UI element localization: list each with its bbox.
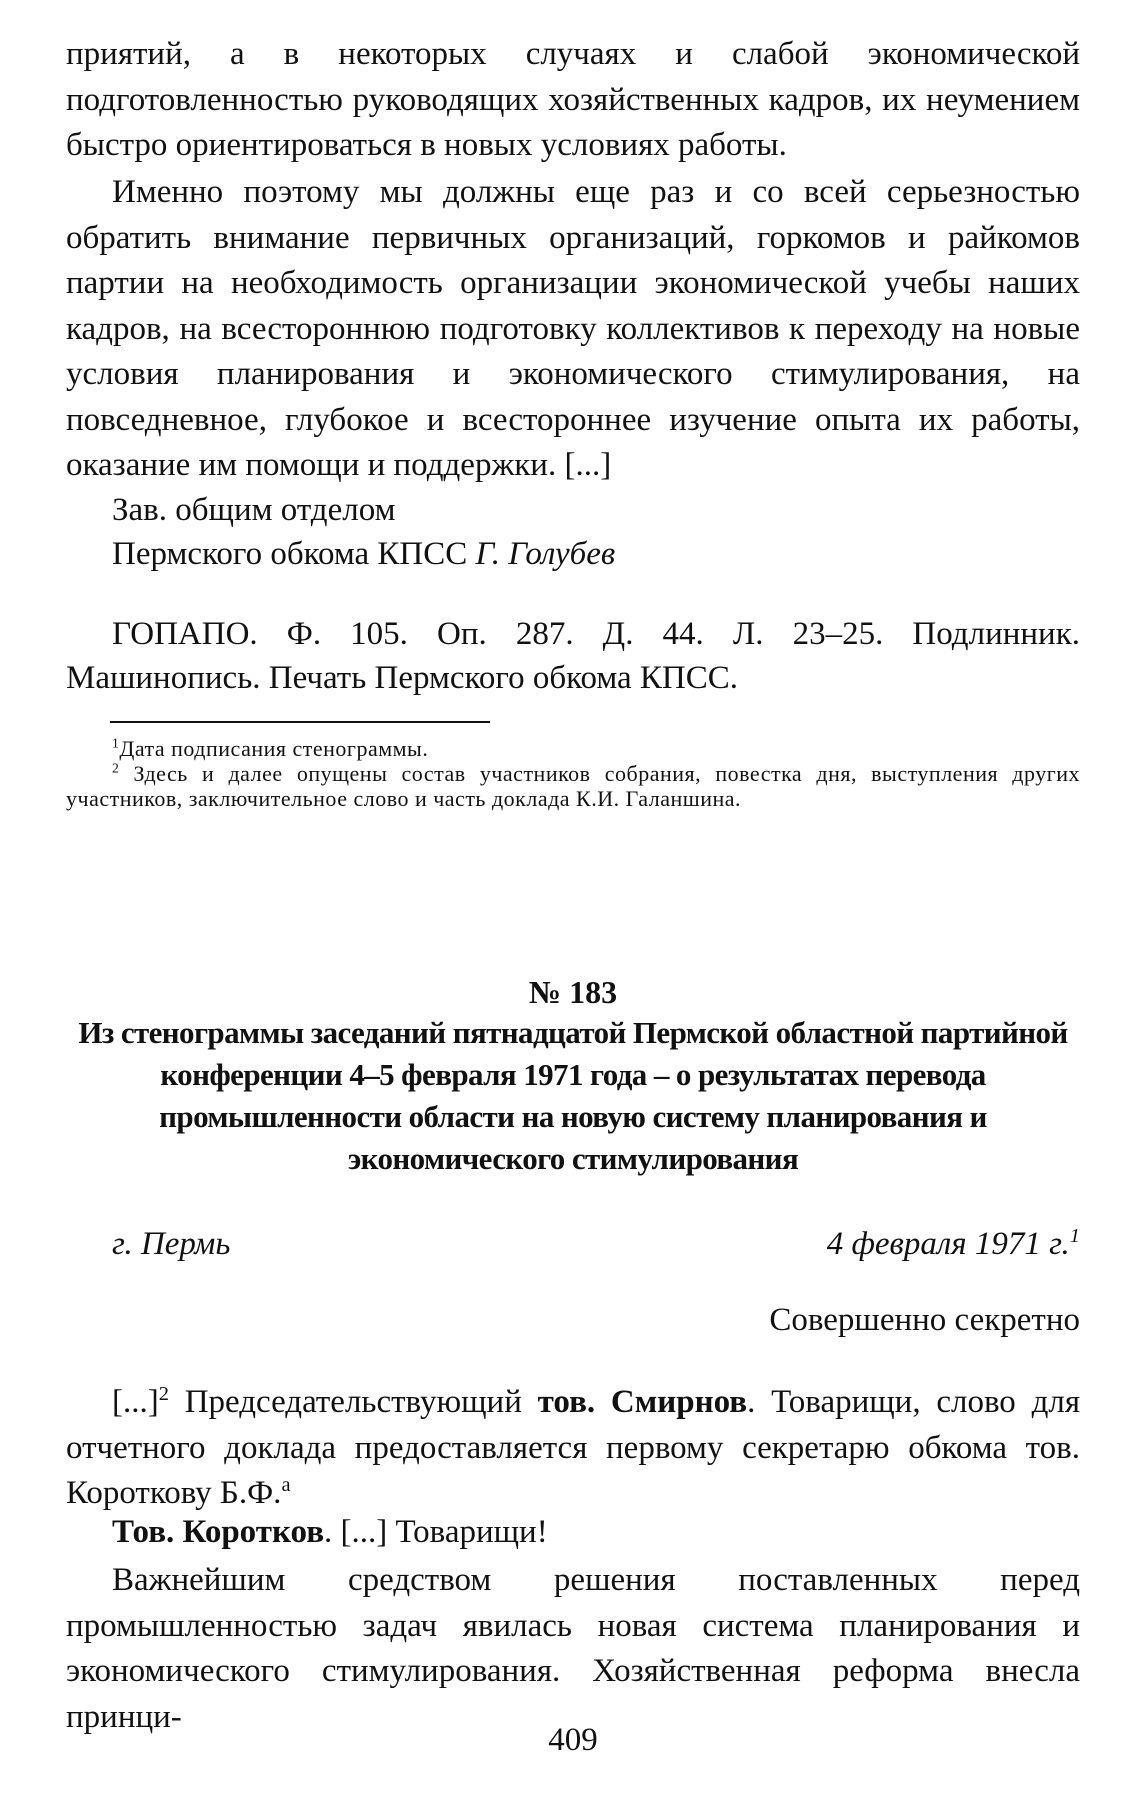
- signature-organization-line: [112, 532, 615, 576]
- page-number: 409: [548, 1722, 598, 1758]
- omission-mark: [...]: [112, 1384, 159, 1420]
- document-place: г. Пермь: [112, 1226, 231, 1262]
- footnote-2: [66, 761, 1080, 811]
- signature-name: Г. Голубев: [475, 536, 616, 572]
- document-date-line: [827, 1222, 1080, 1266]
- paragraph-continuation: приятий, а в некоторых случаях и слабой экономической подготовленностью руководящих хозяйственных кадров, их неумением быстро ориентироваться в новых условиях работы.: [66, 36, 1080, 163]
- document-date: 4 февраля 1971 г.: [826, 1226, 1070, 1262]
- archive-reference: ГОПАПО. Ф. 105. Оп. 287. Д. 44. Л. 23–25. Подлинник. Машинопись. Печать Пермского обкома КПСС.: [66, 616, 1080, 696]
- speech-paragraph-reform: Важнейшим средством решения поставленных перед промышленностью задач явилась новая система планирования и экономического стимулирования. Хозяйственная реформа внесла принци-: [66, 1562, 1080, 1735]
- speech-paragraph-korotkov: Тов. Коротков. [...] Товарищи!: [112, 1514, 548, 1550]
- speech-paragraph-chairman: [...]$^2$ Председательствующий тов. Смирнов. Товарищи, слово для отчетного доклада предоставляется первому секретарю обкома тов. Короткову Б.Ф.$^а$: [66, 1383, 1081, 1511]
- footnote-divider: [110, 721, 490, 723]
- document-number: № 183: [528, 974, 618, 1010]
- footnote-1: [66, 736, 1080, 761]
- document-title: Из стенограммы заседаний пятнадцатой Пермской областной партийной конференции 4–5 февраля 1971 года – о результатах перевода промышленности области на новую систему планирования и экономического стимулирования: [78, 1015, 1068, 1176]
- footnote-2-text: Здесь и далее опущены состав участников собрания, повестка дня, выступления других участников, заключительное слово и часть доклада К.И. Галаншина.: [66, 761, 1081, 811]
- signature-organization: Пермского обкома КПСС: [112, 536, 468, 572]
- document-date-note: 1: [1069, 1225, 1080, 1247]
- speaker-korotkov: Тов. Коротков: [112, 1514, 325, 1550]
- signature-position: Зав. общим отделом: [112, 492, 396, 528]
- speaker-smirnov: тов. Смирнов: [537, 1384, 748, 1420]
- note-mark-a: а: [281, 1474, 291, 1496]
- footnote-2-mark: 2: [112, 760, 120, 776]
- signature-block: [112, 488, 615, 576]
- footnote-1-mark: 1: [112, 735, 120, 751]
- note-mark-2: 2: [158, 1383, 169, 1405]
- footnote-1-text: Дата подписания стенограммы.: [119, 736, 429, 761]
- paragraph-economic-training: Именно поэтому мы должны еще раз и со всей серьезностью обратить внимание первичных организаций, горкомов и райкомов партии на необходимость организации экономической учебы наших кадров, на всестороннюю подготовку коллективов к переходу на новые условия планирования и экономического стимулирования, на повседневное, глубокое и всестороннее изучение опыта их работы, оказание им помощи и поддержки. [...]: [66, 174, 1080, 483]
- footnotes: [66, 736, 1080, 811]
- classification-stamp: Совершенно секретно: [769, 1302, 1080, 1338]
